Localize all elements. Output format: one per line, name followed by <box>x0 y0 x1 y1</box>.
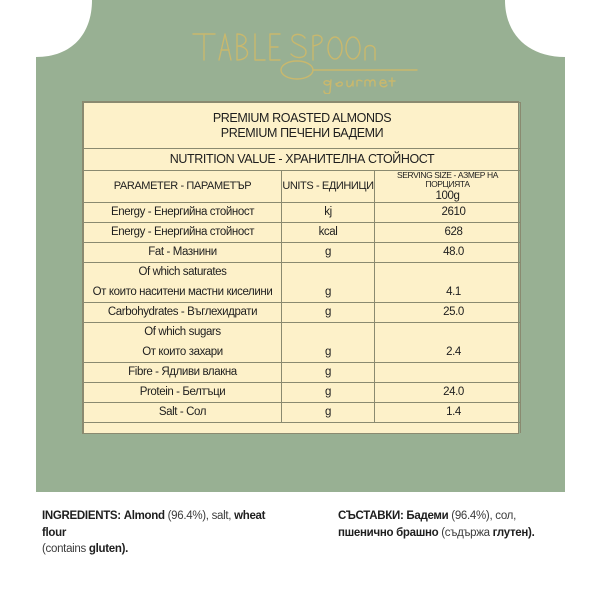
unit-cell: g <box>282 383 375 403</box>
header-serving <box>375 171 521 203</box>
table-row <box>84 263 521 303</box>
value-cell: 48.0 <box>375 243 521 263</box>
unit-cell: g <box>282 243 375 263</box>
value-value: 4.1 <box>446 286 461 299</box>
contains-open-bg: (съдържа <box>438 526 493 539</box>
contains-open: (contains <box>42 543 89 556</box>
param-cell: Fat - Мазнини <box>84 243 282 263</box>
unit-cell: g <box>282 363 375 383</box>
table-header-row <box>84 171 521 203</box>
unit-cell: kcal <box>282 223 375 243</box>
table-filler-row <box>84 423 521 433</box>
value-cell: 25.0 <box>375 303 521 323</box>
table-row <box>84 403 521 423</box>
value-cell <box>375 363 521 383</box>
section-header: NUTRITION VALUE - ХРАНИТЕЛНА СТОЙНОСТ <box>84 149 521 171</box>
param-cell: Carbohydrates - Въглехидрати <box>84 303 282 323</box>
table-row <box>84 223 521 243</box>
param-cell <box>84 323 282 363</box>
header-parameter: PARAMETER - ПАРАМЕТЪР <box>84 171 282 203</box>
unit-value: g <box>325 286 331 299</box>
ingredients-label: INGREDIENTS: <box>42 510 121 522</box>
unit-cell: g <box>282 403 375 423</box>
brand-logo <box>185 22 425 94</box>
unit-cell <box>282 323 375 363</box>
param-cell: Salt - Сол <box>84 403 282 423</box>
ingredient-almond-bg: Бадеми <box>406 510 449 522</box>
table-row <box>84 303 521 323</box>
ingredients-label-bg: СЪСТАВКИ: <box>338 510 404 522</box>
param-cell: Fibre - Ядливи влакна <box>84 363 282 383</box>
param-cell: Protein - Белтъци <box>84 383 282 403</box>
header-serving-value: 100g <box>435 189 460 202</box>
ingredient-almond: Almond <box>123 510 165 522</box>
filler-cell <box>84 423 521 433</box>
value-value: 2.4 <box>446 346 461 359</box>
table-row <box>84 323 521 363</box>
header-units: UNITS - ЕДИНИЦИ <box>282 171 375 203</box>
ingredients-bg <box>338 508 568 541</box>
ingredient-wheat-flour: wheat flour <box>42 510 266 539</box>
contains-close-bg: ). <box>528 526 535 539</box>
product-title-cell <box>84 103 521 149</box>
value-cell <box>375 263 521 303</box>
param-cell <box>84 263 282 303</box>
allergen-gluten: gluten <box>88 543 122 556</box>
table-row <box>84 363 521 383</box>
value-cell <box>375 323 521 363</box>
param-cell: Energy - Енергийна стойност <box>84 223 282 243</box>
ingredient-almond-pct: (96.4%), salt, <box>164 510 235 522</box>
nutrition-table-panel <box>82 101 519 434</box>
param-line-en: Of which sugars <box>144 326 221 339</box>
contains-close: ). <box>121 543 128 556</box>
table-row <box>84 203 521 223</box>
unit-cell: kj <box>282 203 375 223</box>
unit-cell <box>282 263 375 303</box>
ingredients-en <box>42 508 292 558</box>
param-cell: Energy - Енергийна стойност <box>84 203 282 223</box>
value-cell: 628 <box>375 223 521 243</box>
value-cell: 1.4 <box>375 403 521 423</box>
param-line-bg: От които наситени мастни киселини <box>92 285 273 298</box>
param-line-en: Of which saturates <box>138 266 227 279</box>
unit-cell: g <box>282 303 375 323</box>
header-serving-label: SERVING SIZE - АЗМЕР НА ПОРЦИЯТА <box>397 170 499 190</box>
unit-value: g <box>325 346 331 359</box>
product-title-bg: PREMIUM ПЕЧЕНИ БАДЕМИ <box>220 125 384 140</box>
value-cell: 24.0 <box>375 383 521 403</box>
table-row <box>84 243 521 263</box>
ingredient-almond-pct-bg: (96.4%), сол, <box>448 510 516 522</box>
allergen-gluten-bg: глутен <box>492 526 529 539</box>
param-line-bg: От които захари <box>142 345 223 358</box>
table-row <box>84 383 521 403</box>
value-cell: 2610 <box>375 203 521 223</box>
ingredient-wheat-flour-bg: пшенично брашно <box>338 526 439 539</box>
product-title-en: PREMIUM ROASTED ALMONDS <box>212 110 392 125</box>
nutrition-table <box>83 102 521 433</box>
